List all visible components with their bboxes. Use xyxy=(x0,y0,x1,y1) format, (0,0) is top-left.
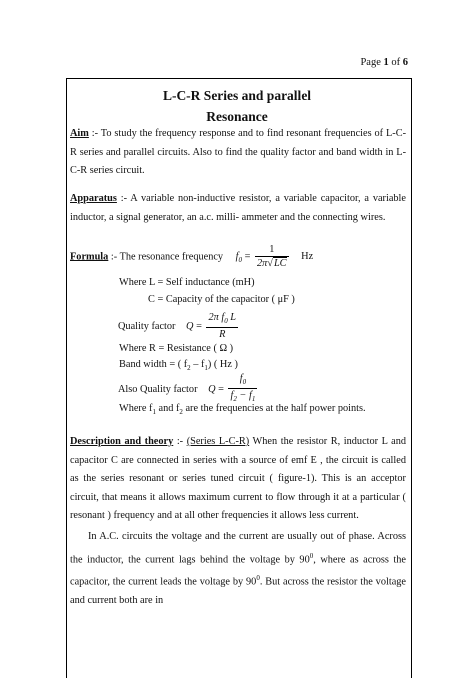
ac-text-2: , where as across the capacitor, the current leads the voltage by 90 xyxy=(70,553,406,588)
formula-line xyxy=(70,244,313,270)
q-numerator: 2π $f_0$ L xyxy=(206,312,238,328)
aim-text: :- To study the frequency response and to find resonant frequencies of L-C-R series and parallel circuits. Also to find the quality factor and band width in L-C-R series circuit. xyxy=(70,128,406,176)
q-label: Quality factor xyxy=(118,320,176,332)
page-current: 1 xyxy=(383,57,389,68)
description-sep: :- xyxy=(173,436,187,447)
q-fraction xyxy=(206,312,238,341)
where-f: Where $f_1$ and $f_2$ are the frequencies at the half power points. xyxy=(119,403,366,417)
where-l: Where L = Self inductance (mH) xyxy=(119,277,255,288)
also-quality-factor-line xyxy=(118,373,259,406)
apparatus-text: :- A variable non-inductive resistor, a variable capacitor, a variable inductor, a signal generator, an a.c. milli- ammeter and the connecting wires. xyxy=(70,193,406,223)
apparatus-section xyxy=(70,190,406,227)
ac-text-3: . But across the resistor the voltage and current both are in xyxy=(70,576,406,607)
where-r: Where R = Resistance ( Ω ) xyxy=(119,343,234,354)
also-q-equals: = xyxy=(218,383,224,395)
also-q-lhs: Q xyxy=(208,383,216,395)
description-text: When the resistor R, inductor L and capacitor C are connected in series with a source of emf E , the circuit is called as the series resonant or series tuned circuit ( figure-1). This is an acceptor circuit, that means it allows maximum current to flow through it at a particular ( resonant ) frequency and at all other frequencies it allows less current. xyxy=(70,436,406,521)
f0-denominator: 2π√LC xyxy=(256,258,287,269)
apparatus-label: Apparatus xyxy=(70,193,117,204)
also-q-numerator: $f_0$ xyxy=(228,373,257,389)
title-line-2: Resonance xyxy=(206,109,268,124)
description-section xyxy=(70,433,406,526)
page-number xyxy=(360,57,408,68)
title-line-1: L-C-R Series and parallel xyxy=(162,88,312,103)
ac-degree-1: 0 xyxy=(309,551,314,560)
q-denominator: R xyxy=(219,329,226,341)
page-of: of xyxy=(391,57,401,68)
ac-degree-2: 0 xyxy=(256,574,260,583)
formula-label: Formula xyxy=(70,251,109,263)
f0-unit: Hz xyxy=(301,251,314,263)
description-sublabel: (Series L-C-R) xyxy=(186,436,250,447)
page-total: 6 xyxy=(402,57,408,68)
f0-fraction xyxy=(255,244,289,270)
q-lhs: Q xyxy=(186,320,194,332)
ac-section xyxy=(70,528,406,611)
f0-numerator: 1 xyxy=(255,244,289,257)
aim-section xyxy=(70,125,406,181)
q-equals: = xyxy=(196,320,202,332)
page-label: Page xyxy=(360,57,381,68)
aim-label: Aim xyxy=(70,128,89,139)
description-label: Description and theory xyxy=(70,436,174,447)
also-q-denominator: $f_2 - f_1$ xyxy=(230,390,256,404)
f0-lhs: $f_0$ xyxy=(235,251,243,265)
ac-text-1: In A.C. circuits the voltage and the current are usually out of phase. Across the inductor, the current lags behind the voltage by 90 xyxy=(70,531,406,565)
quality-factor-line xyxy=(118,312,240,341)
also-q-label: Also Quality factor xyxy=(118,383,198,395)
f0-equals: = xyxy=(244,251,251,263)
band-width: Band width = ( $f_2 - f_1$) ( Hz ) xyxy=(119,359,238,373)
where-c: C = Capacity of the capacitor ( μF ) xyxy=(148,294,295,305)
formula-intro: :- The resonance frequency xyxy=(108,251,224,263)
also-q-fraction xyxy=(228,373,257,406)
